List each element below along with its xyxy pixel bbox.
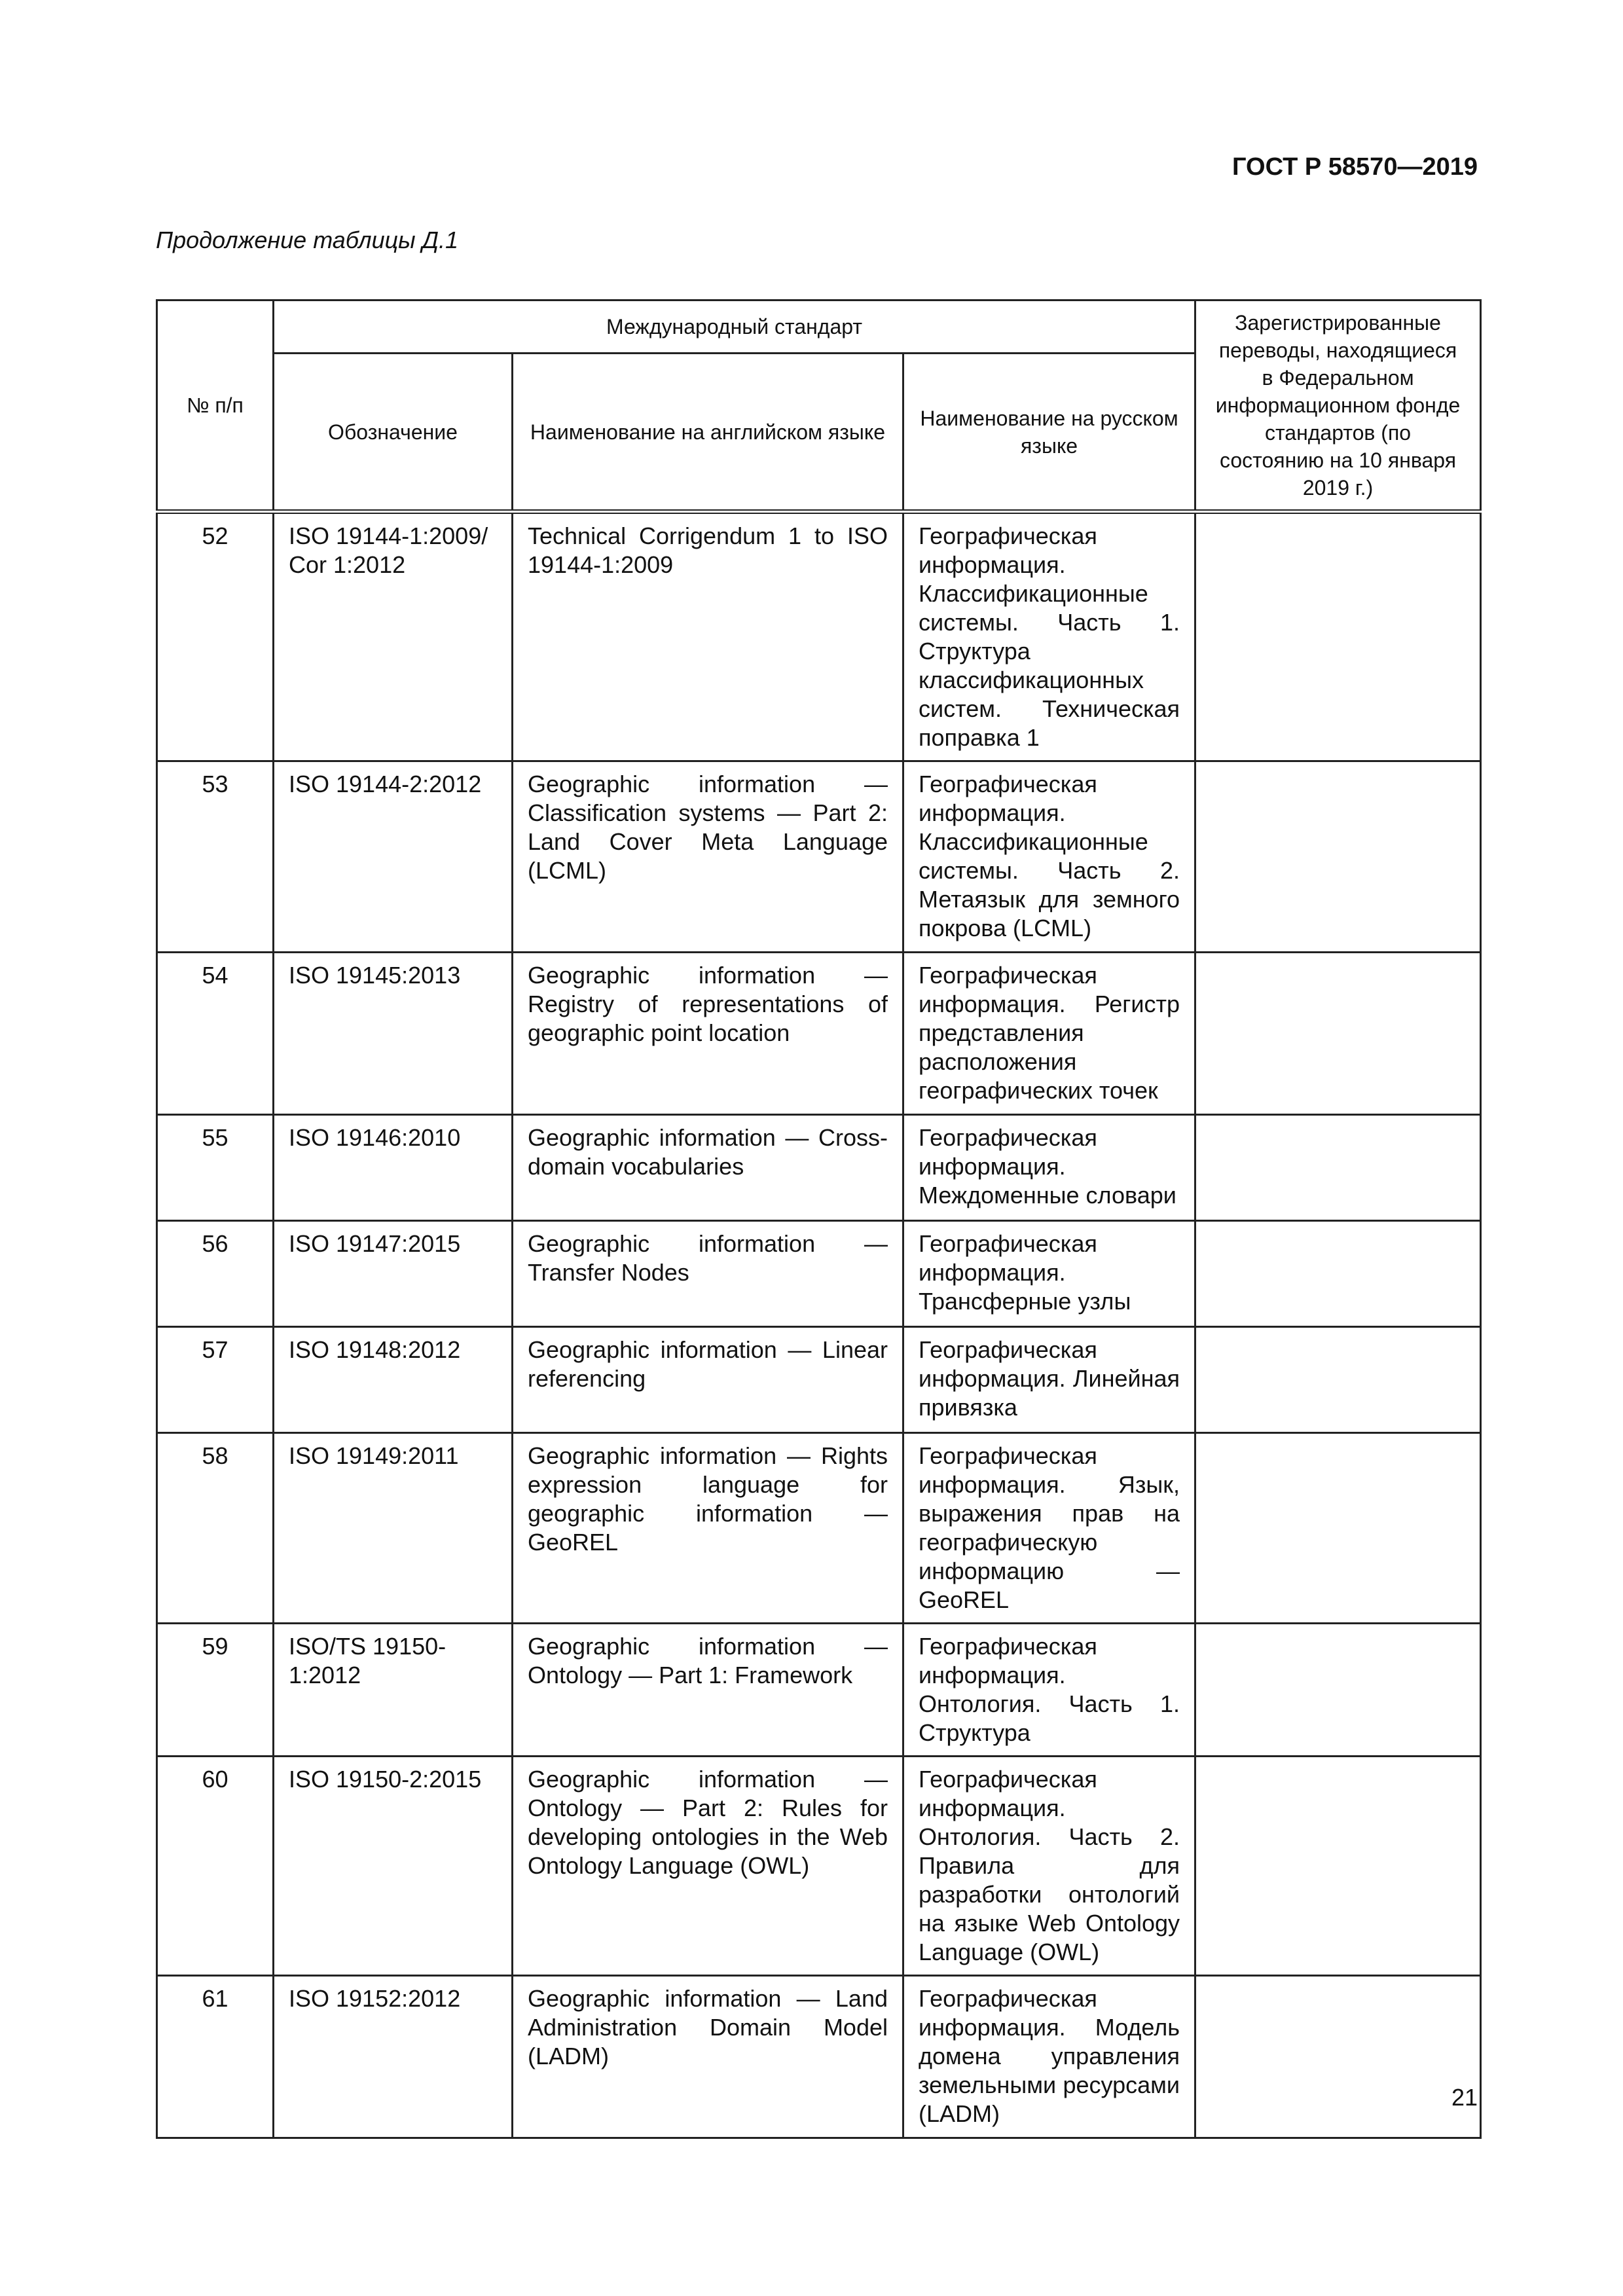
cell-name-en: Geographic information — Classification systems — Part 2: Land Cover Meta Language (LCML) <box>513 761 903 953</box>
cell-num: 57 <box>157 1327 274 1433</box>
cell-designation: ISO 19149:2011 <box>274 1433 513 1624</box>
cell-registered <box>1195 953 1481 1115</box>
col-header-registered: Зарегистрированные переводы, находящиеся в Федеральном информационном фонде стандартов (по состоянию на 10 января 2019 г.) <box>1195 301 1481 512</box>
document-code: ГОСТ Р 58570—2019 <box>1232 153 1478 181</box>
cell-registered <box>1195 761 1481 953</box>
cell-name-en: Geographic information — Land Administration Domain Model (LADM) <box>513 1976 903 2138</box>
col-header-name-ru: Наименование на русском языке <box>903 354 1195 512</box>
cell-num: 53 <box>157 761 274 953</box>
cell-name-ru: Географическая информация. Модель домена управления земельными ресурсами (LADM) <box>903 1976 1195 2138</box>
table-row <box>157 1115 1481 1221</box>
cell-designation: ISO 19146:2010 <box>274 1115 513 1221</box>
page-number: 21 <box>1451 2084 1478 2111</box>
cell-registered <box>1195 1757 1481 1976</box>
table-row <box>157 761 1481 953</box>
cell-name-en: Technical Corrigendum 1 to ISO 19144-1:2009 <box>513 512 903 761</box>
cell-name-en: Geographic information — Cross-domain vocabularies <box>513 1115 903 1221</box>
cell-designation: ISO 19144-2:2012 <box>274 761 513 953</box>
cell-name-ru: Географическая информация. Классификационные системы. Часть 1. Структура классификационных систем. Техническая поправка 1 <box>903 512 1195 761</box>
cell-num: 52 <box>157 512 274 761</box>
cell-name-en: Geographic information — Registry of representations of geographic point location <box>513 953 903 1115</box>
standards-table <box>156 299 1482 2139</box>
col-header-num: № п/п <box>157 301 274 512</box>
table-row <box>157 1221 1481 1327</box>
table-body <box>157 512 1481 2138</box>
cell-name-en: Geographic information — Ontology — Part 2: Rules for developing ontologies in the Web Ontology Language (OWL) <box>513 1757 903 1976</box>
cell-name-ru: Географическая информация. Язык, выражения прав на географическую информацию — GeoREL <box>903 1433 1195 1624</box>
table-row <box>157 1976 1481 2138</box>
cell-num: 60 <box>157 1757 274 1976</box>
cell-designation: ISO/TS 19150-1:2012 <box>274 1624 513 1757</box>
cell-name-ru: Географическая информация. Классификационные системы. Часть 2. Метаязык для земного покрова (LCML) <box>903 761 1195 953</box>
cell-designation: ISO 19145:2013 <box>274 953 513 1115</box>
cell-registered <box>1195 1976 1481 2138</box>
cell-name-en: Geographic information — Linear referencing <box>513 1327 903 1433</box>
table-row <box>157 1624 1481 1757</box>
cell-name-en: Geographic information — Rights expression language for geographic information — GeoREL <box>513 1433 903 1624</box>
cell-name-ru: Географическая информация. Онтология. Часть 2. Правила для разработки онтологий на языке Web Ontology Language (OWL) <box>903 1757 1195 1976</box>
cell-name-ru: Географическая информация. Онтология. Часть 1. Структура <box>903 1624 1195 1757</box>
cell-name-ru: Географическая информация. Междоменные словари <box>903 1115 1195 1221</box>
cell-registered <box>1195 1327 1481 1433</box>
cell-registered <box>1195 1624 1481 1757</box>
cell-registered <box>1195 1433 1481 1624</box>
table-row <box>157 953 1481 1115</box>
table-row <box>157 1757 1481 1976</box>
cell-registered <box>1195 1115 1481 1221</box>
col-header-intl-group: Международный стандарт <box>274 301 1195 354</box>
cell-name-en: Geographic information — Transfer Nodes <box>513 1221 903 1327</box>
cell-name-ru: Географическая информация. Трансферные узлы <box>903 1221 1195 1327</box>
cell-designation: ISO 19150-2:2015 <box>274 1757 513 1976</box>
cell-name-ru: Географическая информация. Линейная привязка <box>903 1327 1195 1433</box>
cell-num: 58 <box>157 1433 274 1624</box>
table-row <box>157 1433 1481 1624</box>
cell-num: 54 <box>157 953 274 1115</box>
cell-designation: ISO 19147:2015 <box>274 1221 513 1327</box>
cell-num: 59 <box>157 1624 274 1757</box>
col-header-name-en: Наименование на английском языке <box>513 354 903 512</box>
table-row <box>157 512 1481 761</box>
cell-registered <box>1195 512 1481 761</box>
cell-designation: ISO 19148:2012 <box>274 1327 513 1433</box>
cell-num: 56 <box>157 1221 274 1327</box>
col-header-designation: Обозначение <box>274 354 513 512</box>
header-row-top <box>157 301 1481 354</box>
cell-num: 55 <box>157 1115 274 1221</box>
cell-designation: ISO 19152:2012 <box>274 1976 513 2138</box>
cell-registered <box>1195 1221 1481 1327</box>
cell-designation: ISO 19144-1:2009/ Cor 1:2012 <box>274 512 513 761</box>
cell-name-ru: Географическая информация. Регистр представления расположения географических точек <box>903 953 1195 1115</box>
cell-num: 61 <box>157 1976 274 2138</box>
table-caption: Продолжение таблицы Д.1 <box>156 227 459 253</box>
table-row <box>157 1327 1481 1433</box>
cell-name-en: Geographic information — Ontology — Part 1: Framework <box>513 1624 903 1757</box>
